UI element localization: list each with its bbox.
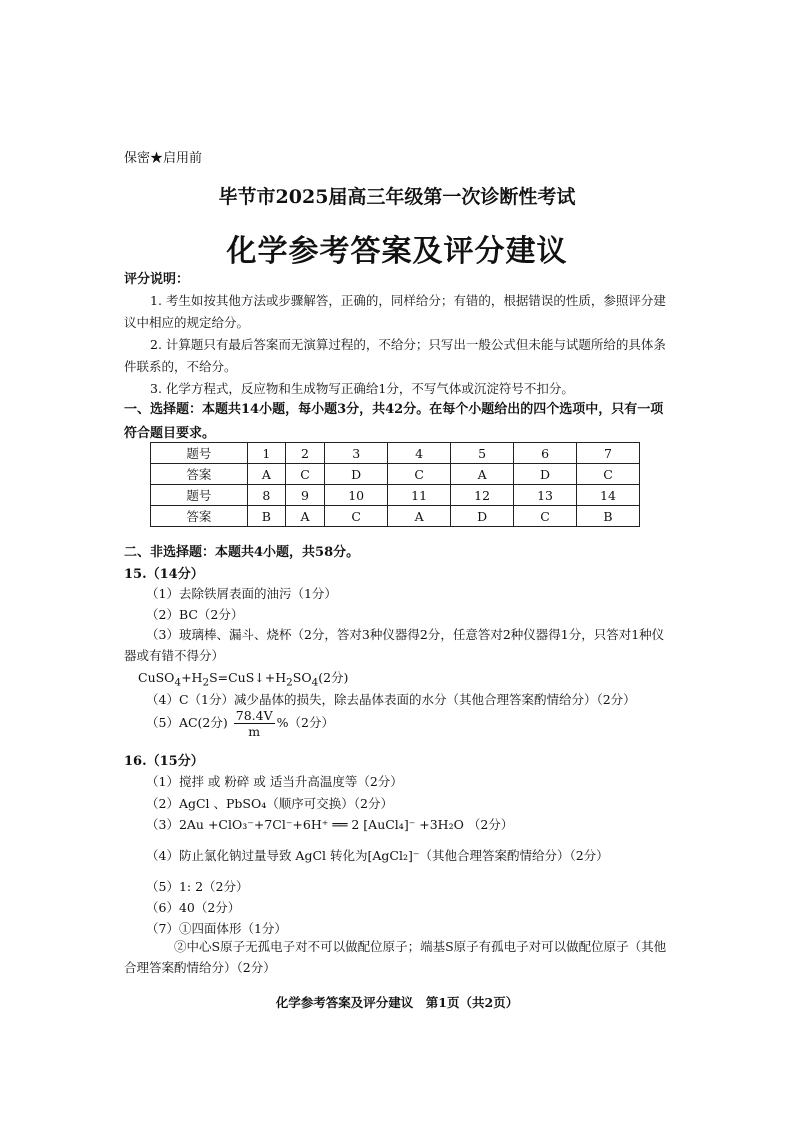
table-cell: 题号 — [151, 485, 248, 506]
table-cell: D — [325, 464, 388, 485]
table-cell: 5 — [451, 443, 514, 464]
q16-line-8: ②中心S原子无孤电子对不可以做配位原子；端基S原子有孤电子对可以做配位原子（其他合理答案酌情给分）（2分） — [124, 939, 667, 975]
q16-line-5: （5）1: 2（2分） — [146, 879, 249, 894]
table-cell: 2 — [285, 443, 324, 464]
table-cell: 13 — [514, 485, 577, 506]
table-cell: A — [285, 506, 324, 527]
table-cell: 10 — [325, 485, 388, 506]
equation-text: (2分) — [318, 670, 349, 685]
q16-line-4: （4）防止氯化钠过量导致 AgCl 转化为[AgCl₂]⁻（其他合理答案酌情给分）（2分） — [146, 848, 609, 863]
table-cell: 12 — [451, 485, 514, 506]
exam-title: 毕节市2025届高三年级第一次诊断性考试 — [218, 186, 576, 208]
subscript: 2 — [202, 676, 210, 689]
q15-line-3: （3）玻璃棒、漏斗、烧杯（2分，答对3种仪器得2分，任意答对2种仪器得1分，只答对1种仪器或有错不得分） — [124, 627, 665, 663]
q15-line-5 — [146, 708, 334, 739]
table-cell: 答案 — [151, 506, 248, 527]
table-cell: 题号 — [151, 443, 248, 464]
q16-line-2: （2）AgCl 、PbSO₄（顺序可交换）（2分） — [146, 796, 393, 811]
fraction-numerator: 78.4V — [235, 708, 273, 723]
notes-label: 评分说明： — [124, 272, 190, 287]
confidential-mark: 保密★启用前 — [124, 151, 203, 166]
table-cell: B — [247, 506, 285, 527]
table-cell: 9 — [285, 485, 324, 506]
table-cell: C — [577, 464, 640, 485]
page-footer: 化学参考答案及评分建议 第1页（共2页） — [275, 995, 519, 1010]
table-cell: 答案 — [151, 464, 248, 485]
q15-line-5-suffix: %（2分） — [276, 715, 334, 730]
q15-line-5-prefix: （5）AC(2分) — [146, 715, 228, 730]
note-2: 2. 计算题只有最后答案而无演算过程的，不给分；只写出一般公式但未能与试题所给的具体条件联系的，不给分。 — [124, 337, 666, 374]
table-cell: D — [514, 464, 577, 485]
equation-text: CuSO — [138, 670, 175, 685]
q16-line-6: （6）40（2分） — [146, 900, 241, 915]
q15-title: 15.（14分） — [124, 567, 204, 582]
fraction — [234, 708, 275, 739]
equation-text: S=CuS↓+H — [209, 670, 287, 685]
table-cell: 11 — [388, 485, 451, 506]
table-cell: 6 — [514, 443, 577, 464]
table-cell: C — [514, 506, 577, 527]
subscript: 4 — [174, 676, 182, 689]
table-cell: 4 — [388, 443, 451, 464]
section1-heading: 一、选择题：本题共14小题，每小题3分，共42分。在每个小题给出的四个选项中，只有一项符合题目要求。 — [124, 402, 664, 441]
table-cell: 3 — [325, 443, 388, 464]
table-cell: A — [247, 464, 285, 485]
table-cell: 14 — [577, 485, 640, 506]
q15-line-4: （4）C（1分）减少晶体的损失，除去晶体表面的水分（其他合理答案酌情给分）（2分） — [146, 692, 636, 707]
table-row — [151, 485, 640, 506]
table-cell: C — [388, 464, 451, 485]
table-cell: 8 — [247, 485, 285, 506]
table-cell: B — [577, 506, 640, 527]
page-title: 化学参考答案及评分建议 — [226, 234, 568, 269]
table-row — [151, 506, 640, 527]
table-cell: A — [451, 464, 514, 485]
note-1: 1. 考生如按其他方法或步骤解答，正确的，同样给分；有错的，根据错误的性质，参照评分建议中相应的规定给分。 — [124, 293, 666, 330]
table-cell: C — [325, 506, 388, 527]
table-cell: C — [285, 464, 324, 485]
q16-line-3: （3）2Au +ClO₃⁻+7Cl⁻+6H⁺ ══ 2 [AuCl₄]⁻ +3H₂O （2分） — [146, 817, 514, 832]
table-cell: A — [388, 506, 451, 527]
q15-equation — [138, 668, 348, 689]
fraction-denominator: m — [248, 724, 261, 739]
q16-title: 16.（15分） — [124, 754, 204, 769]
q16-line-1: （1）搅拌 或 粉碎 或 适当升高温度等（2分） — [146, 774, 403, 789]
note-3: 3. 化学方程式，反应物和生成物写正确给1分，不写气体或沉淀符号不扣分。 — [150, 381, 574, 396]
equation-text: +H — [181, 670, 203, 685]
table-cell: D — [451, 506, 514, 527]
table-cell: 1 — [247, 443, 285, 464]
answer-table — [150, 442, 640, 527]
section2-heading: 二、非选择题：本题共4小题，共58分。 — [124, 545, 360, 560]
subscript: 2 — [286, 676, 293, 689]
subscript: 4 — [311, 676, 319, 689]
q16-line-7: （7）①四面体形（1分） — [146, 921, 287, 936]
q15-line-1: （1）去除铁屑表面的油污（1分） — [146, 586, 337, 601]
table-row — [151, 464, 640, 485]
equation-text: SO — [292, 670, 312, 685]
table-cell: 7 — [577, 443, 640, 464]
q15-line-2: （2）BC（2分） — [146, 607, 244, 622]
table-row — [151, 443, 640, 464]
